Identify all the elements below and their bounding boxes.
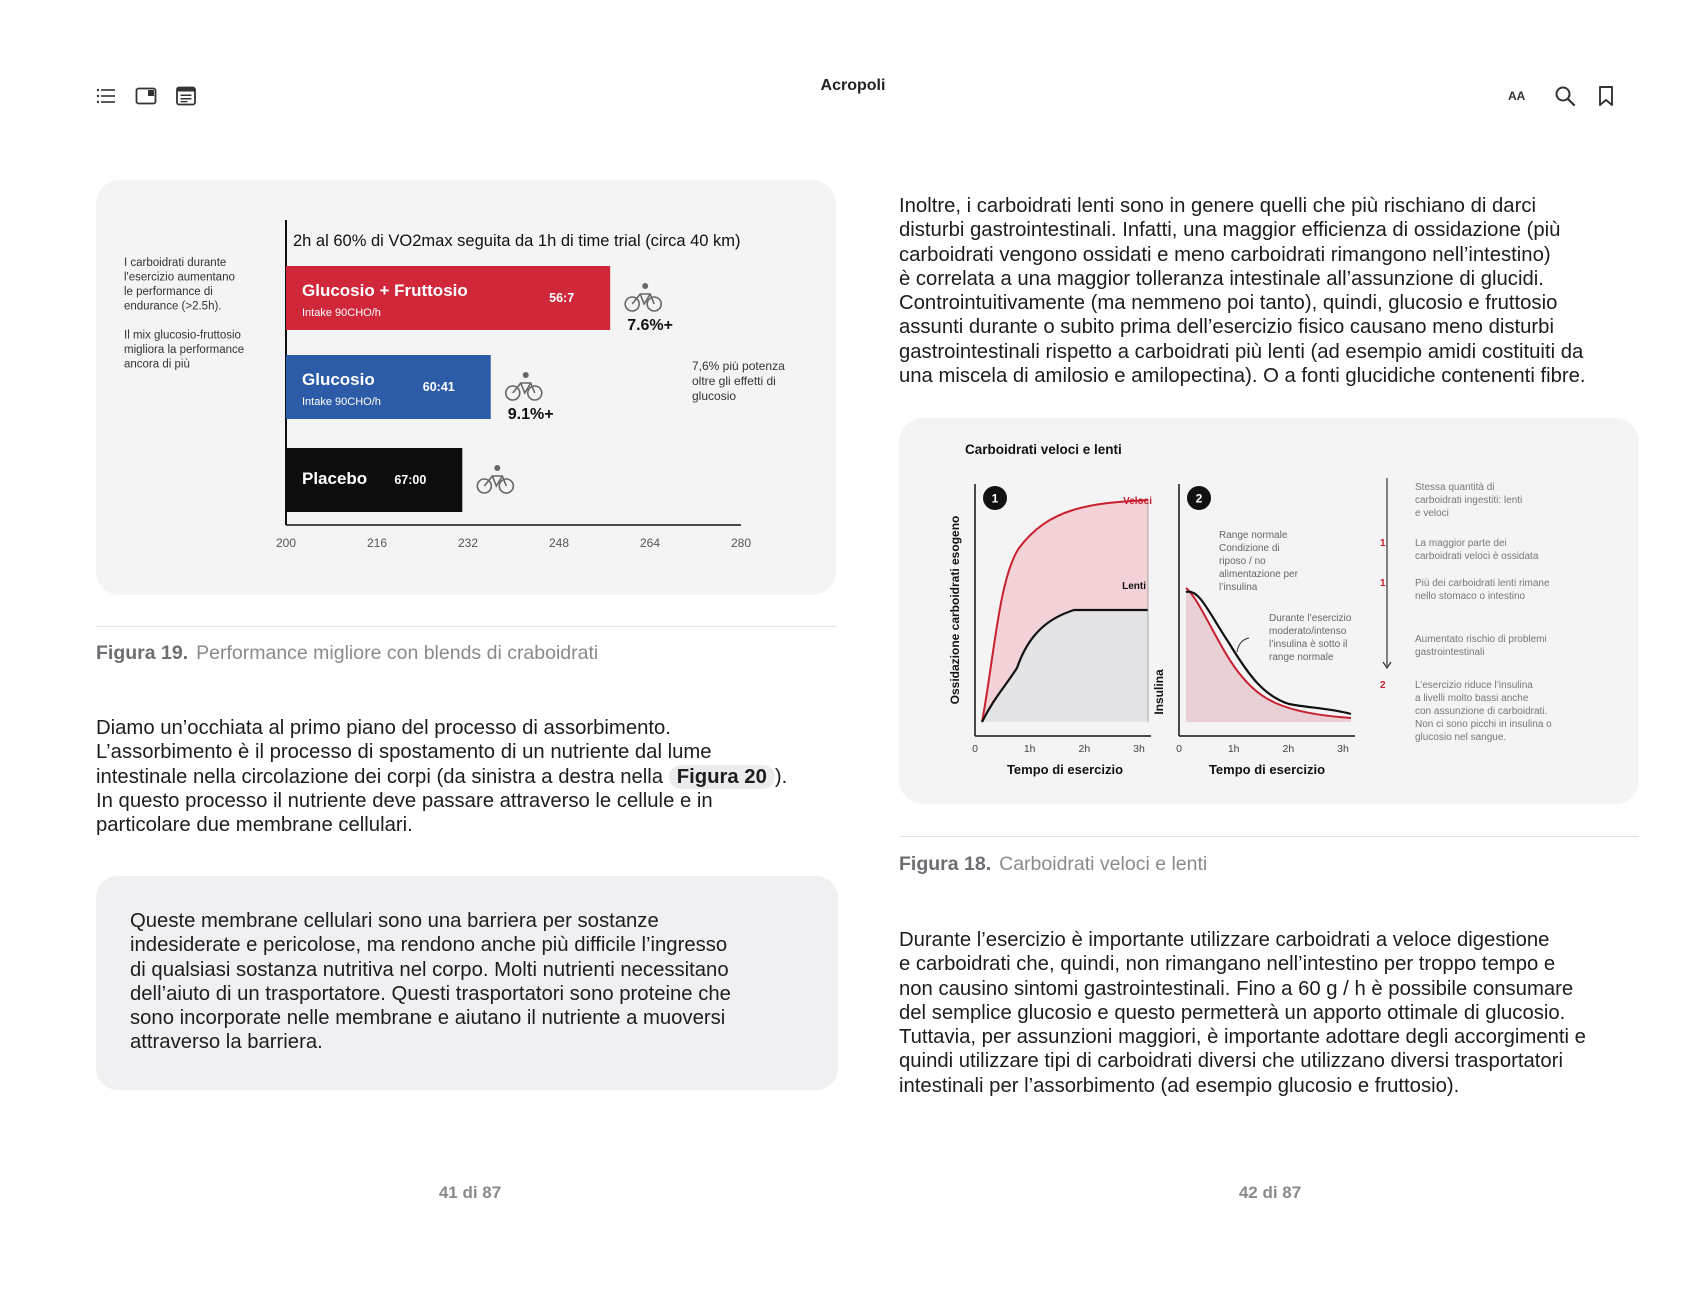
legend-marker: 2 xyxy=(1380,680,1386,691)
bars-group xyxy=(286,266,673,512)
note-line: 7,6% più potenza xyxy=(692,359,785,373)
series-label-veloci: Veloci xyxy=(1123,496,1152,507)
legend-text: nello stomaco o intestino xyxy=(1415,591,1526,602)
x-tick-label: 1h xyxy=(1227,743,1240,755)
series-label-lenti: Lenti xyxy=(1122,581,1146,592)
annotation-arrow xyxy=(1237,638,1249,652)
note-line: Range normale xyxy=(1219,530,1288,541)
x-tick-label: 0 xyxy=(1176,743,1182,755)
note-line: range normale xyxy=(1269,652,1334,663)
text-line: di qualsiasi sostanza nutritiva nel corpo. Molti nutrienti necessitano xyxy=(130,958,729,981)
text-line: particolare due membrane cellulari. xyxy=(96,814,413,837)
badge-2-label: 2 xyxy=(1195,491,1203,506)
reader-toolbar xyxy=(0,0,1706,130)
note-line: l'esercizio aumentano xyxy=(124,271,235,284)
x-tick-label: 280 xyxy=(730,536,752,550)
bar-gain: 7.6%+ xyxy=(627,317,673,334)
figure-19-caption xyxy=(96,642,598,665)
bar-chart xyxy=(96,180,836,595)
note-line: le performance di xyxy=(124,286,213,298)
text-line: Inoltre, i carboidrati lenti sono in genere quelli che più rischiano di darci xyxy=(899,195,1536,217)
caption-text: Carboidrati veloci e lenti xyxy=(999,853,1208,875)
panel-2-note-exercise xyxy=(1269,613,1352,663)
panel-2-x-ticks xyxy=(1176,743,1349,755)
page-number: 42 di 87 xyxy=(1238,1183,1302,1202)
x-tick-label: 248 xyxy=(548,536,570,550)
x-tick-label: 3h xyxy=(1133,743,1145,755)
panel-2-ylabel: Insulina xyxy=(1152,669,1166,715)
x-tick-label: 2h xyxy=(1078,743,1091,755)
bar-gain: 9.1%+ xyxy=(507,406,554,423)
caption-number: Figura 19. xyxy=(96,642,189,664)
body-paragraph xyxy=(96,716,787,837)
bar-time: 60:41 xyxy=(422,380,455,394)
chart-right-note xyxy=(692,359,785,403)
legend-text: Stessa quantità di xyxy=(1415,482,1495,493)
figure-divider xyxy=(899,836,1639,837)
caption-number: Figura 18. xyxy=(899,853,992,875)
figure-18-card[interactable] xyxy=(899,418,1639,804)
panel-2-note-normal-range xyxy=(1219,530,1299,593)
x-tick-label: 216 xyxy=(366,536,388,550)
legend-text: con assunzione di carboidrati. xyxy=(1415,706,1548,717)
x-ticks-group xyxy=(276,536,751,550)
x-tick-label: 2h xyxy=(1282,743,1295,755)
legend-text: L’esercizio riduce l’insulina xyxy=(1415,680,1533,691)
panel-2-xlabel: Tempo di esercizio xyxy=(1208,762,1326,777)
legend-text: glucosio nel sangue. xyxy=(1415,732,1507,743)
bookmark-icon[interactable] xyxy=(1594,84,1618,108)
body-paragraph xyxy=(899,194,1586,388)
note-line: oltre gli effetti di xyxy=(692,374,776,388)
panel-2 xyxy=(1152,484,1355,777)
text-line xyxy=(96,765,787,789)
caption-text: Performance migliore con blends di craboidrati xyxy=(196,642,599,664)
chart-left-notes xyxy=(124,257,244,371)
note-line: ancora di più xyxy=(124,358,190,371)
callout-box xyxy=(96,876,838,1090)
bar-time: 67:00 xyxy=(394,473,427,487)
text-line: In questo processo il nutriente deve passare attraverso le cellule e in xyxy=(96,789,713,812)
cyclist-icon xyxy=(477,465,513,493)
legend-text: e veloci xyxy=(1415,508,1449,519)
figure-19-card[interactable] xyxy=(96,180,836,595)
figure-18-caption xyxy=(899,853,1207,876)
text-line: è correlata a una maggior tolleranza intestinale all’assunzione di glucidi. xyxy=(899,267,1544,290)
panel-1 xyxy=(948,484,1152,777)
text-line: assunti durante o subito prima dell’esercizio fisico causano meno disturbi xyxy=(899,316,1554,339)
text-line: non causino sintomi gastrointestinali. Fino a 60 g / h è possibile consumare xyxy=(899,977,1574,1000)
search-icon[interactable] xyxy=(1553,84,1577,108)
text-line: attraverso la barriera. xyxy=(130,1031,323,1054)
text-line: una miscela di amilosio e amilopectina). O a fonti glucidiche contenenti fibre. xyxy=(899,365,1586,388)
note-line: l’insulina è sotto il xyxy=(1269,639,1348,650)
cyclist-icon xyxy=(625,283,661,311)
note-line: migliora la performance xyxy=(124,344,245,356)
panel-1-xlabel: Tempo di esercizio xyxy=(1006,762,1124,777)
text-segment: ). xyxy=(774,765,788,788)
bar-sublabel: Intake 90CHO/h xyxy=(302,396,381,408)
text-line: intestinali per l’assorbimento (ad esempio glucosio e fruttosio). xyxy=(899,1074,1460,1097)
x-tick-label: 200 xyxy=(275,536,297,550)
legend-text: Più dei carboidrati lenti rimane xyxy=(1415,578,1550,589)
badge-1-label: 1 xyxy=(991,491,999,506)
text-line: sono incorporate nelle membrane e aiutano il nutriente a muoversi xyxy=(130,1007,726,1030)
legend-text: a livelli molto bassi anche xyxy=(1415,693,1529,704)
legend xyxy=(1380,482,1552,743)
figure-20-link[interactable]: Figura 20 xyxy=(669,765,775,789)
text-line: disturbi gastrointestinali. Infatti, una maggior efficienza di ossidazione (più xyxy=(899,219,1561,242)
note-line: Condizione di xyxy=(1219,543,1280,554)
text-line: indesiderate e pericolose, ma rendono anche più difficile l’ingresso xyxy=(130,934,728,957)
page-number: 41 di 87 xyxy=(438,1183,502,1202)
text-line: del semplice glucosio e questo permetterà un apporto ottimale di glucosio. xyxy=(899,1001,1566,1024)
bar-time: 56:7 xyxy=(549,291,575,305)
x-tick-label: 264 xyxy=(639,536,661,550)
x-tick-label: 1h xyxy=(1023,743,1036,755)
note-line: Durante l’esercizio xyxy=(1269,613,1352,624)
x-tick-label: 3h xyxy=(1337,743,1349,755)
book-title: Acropoli xyxy=(820,77,886,94)
legend-marker: 1 xyxy=(1380,538,1386,549)
chart-title: 2h al 60% di VO2max seguita da 1h di time trial (circa 40 km) xyxy=(293,232,741,250)
panel-1-x-ticks xyxy=(972,743,1145,755)
line-chart xyxy=(899,418,1639,804)
body-paragraph xyxy=(899,928,1586,1098)
legend-text: carboidrati ingestiti: lenti xyxy=(1415,495,1523,506)
note-line: moderato/intenso xyxy=(1269,626,1347,637)
bar-sublabel: Intake 90CHO/h xyxy=(302,307,381,319)
legend-text: Aumentato rischio di problemi xyxy=(1415,634,1547,645)
text-line: carboidrati vengono ossidati e meno carboidrati rimangono nell’intestino) xyxy=(899,243,1551,266)
bar-label: Glucosio xyxy=(302,370,375,389)
text-line: Tuttavia, per assunzioni maggiori, è importante adottare degli accorgimenti e xyxy=(899,1026,1586,1049)
panel-1-ylabel: Ossidazione carboidrati esogeno xyxy=(948,515,962,705)
callout-text xyxy=(130,909,731,1055)
text-size-label: AA xyxy=(1508,89,1526,103)
x-tick-label: 0 xyxy=(972,743,978,755)
cyclist-icon xyxy=(506,372,542,400)
legend-text: carboidrati veloci è ossidata xyxy=(1415,551,1539,562)
note-line: riposo / no xyxy=(1219,556,1266,567)
note-line: endurance (>2.5h). xyxy=(124,300,222,313)
text-size-icon[interactable] xyxy=(1508,84,1538,108)
note-line: l’insulina xyxy=(1219,582,1258,593)
legend-text: gastrointestinali xyxy=(1415,647,1485,658)
text-line: e carboidrati che, quindi, non rimangano nell’intestino per troppo tempo e xyxy=(899,953,1556,976)
note-line: glucosio xyxy=(692,389,737,403)
text-line: Controintuitivamente (ma nemmeno poi tanto), quindi, glucosio e fruttosio xyxy=(899,292,1558,315)
bar-label: Glucosio + Fruttosio xyxy=(302,281,468,300)
text-segment: intestinale nella circolazione dei corpi (da sinistra a destra nella xyxy=(96,765,669,788)
x-tick-label: 232 xyxy=(457,536,479,550)
text-line: quindi utilizzare tipi di carboidrati diversi che utilizzano diversi trasportatori xyxy=(899,1050,1563,1073)
legend-text: Non ci sono picchi in insulina o xyxy=(1415,719,1552,730)
bar-label: Placebo xyxy=(302,469,368,488)
legend-text: La maggior parte dei xyxy=(1415,538,1507,549)
chart-title: Carboidrati veloci e lenti xyxy=(965,442,1122,457)
text-line: Diamo un’occhiata al primo piano del processo di assorbimento. xyxy=(96,717,671,739)
text-line: dell’aiuto di un trasportatore. Questi trasportatori sono proteine che xyxy=(130,982,731,1005)
text-line: L’assorbimento è il processo di spostamento di un nutriente dal lume xyxy=(96,741,712,764)
text-line: gastrointestinali rispetto a carboidrati più lenti (ad esempio amidi costituiti da xyxy=(899,340,1584,363)
note-line: alimentazione per xyxy=(1219,569,1298,580)
figure-divider xyxy=(96,626,836,627)
text-line: Durante l’esercizio è importante utilizzare carboidrati a veloce digestione xyxy=(899,929,1550,951)
note-line: I carboidrati durante xyxy=(124,257,227,269)
note-line: Il mix glucosio-fruttosio xyxy=(124,329,241,342)
legend-marker: 1 xyxy=(1380,578,1386,589)
text-line: Queste membrane cellulari sono una barriera per sostanze xyxy=(130,910,659,932)
